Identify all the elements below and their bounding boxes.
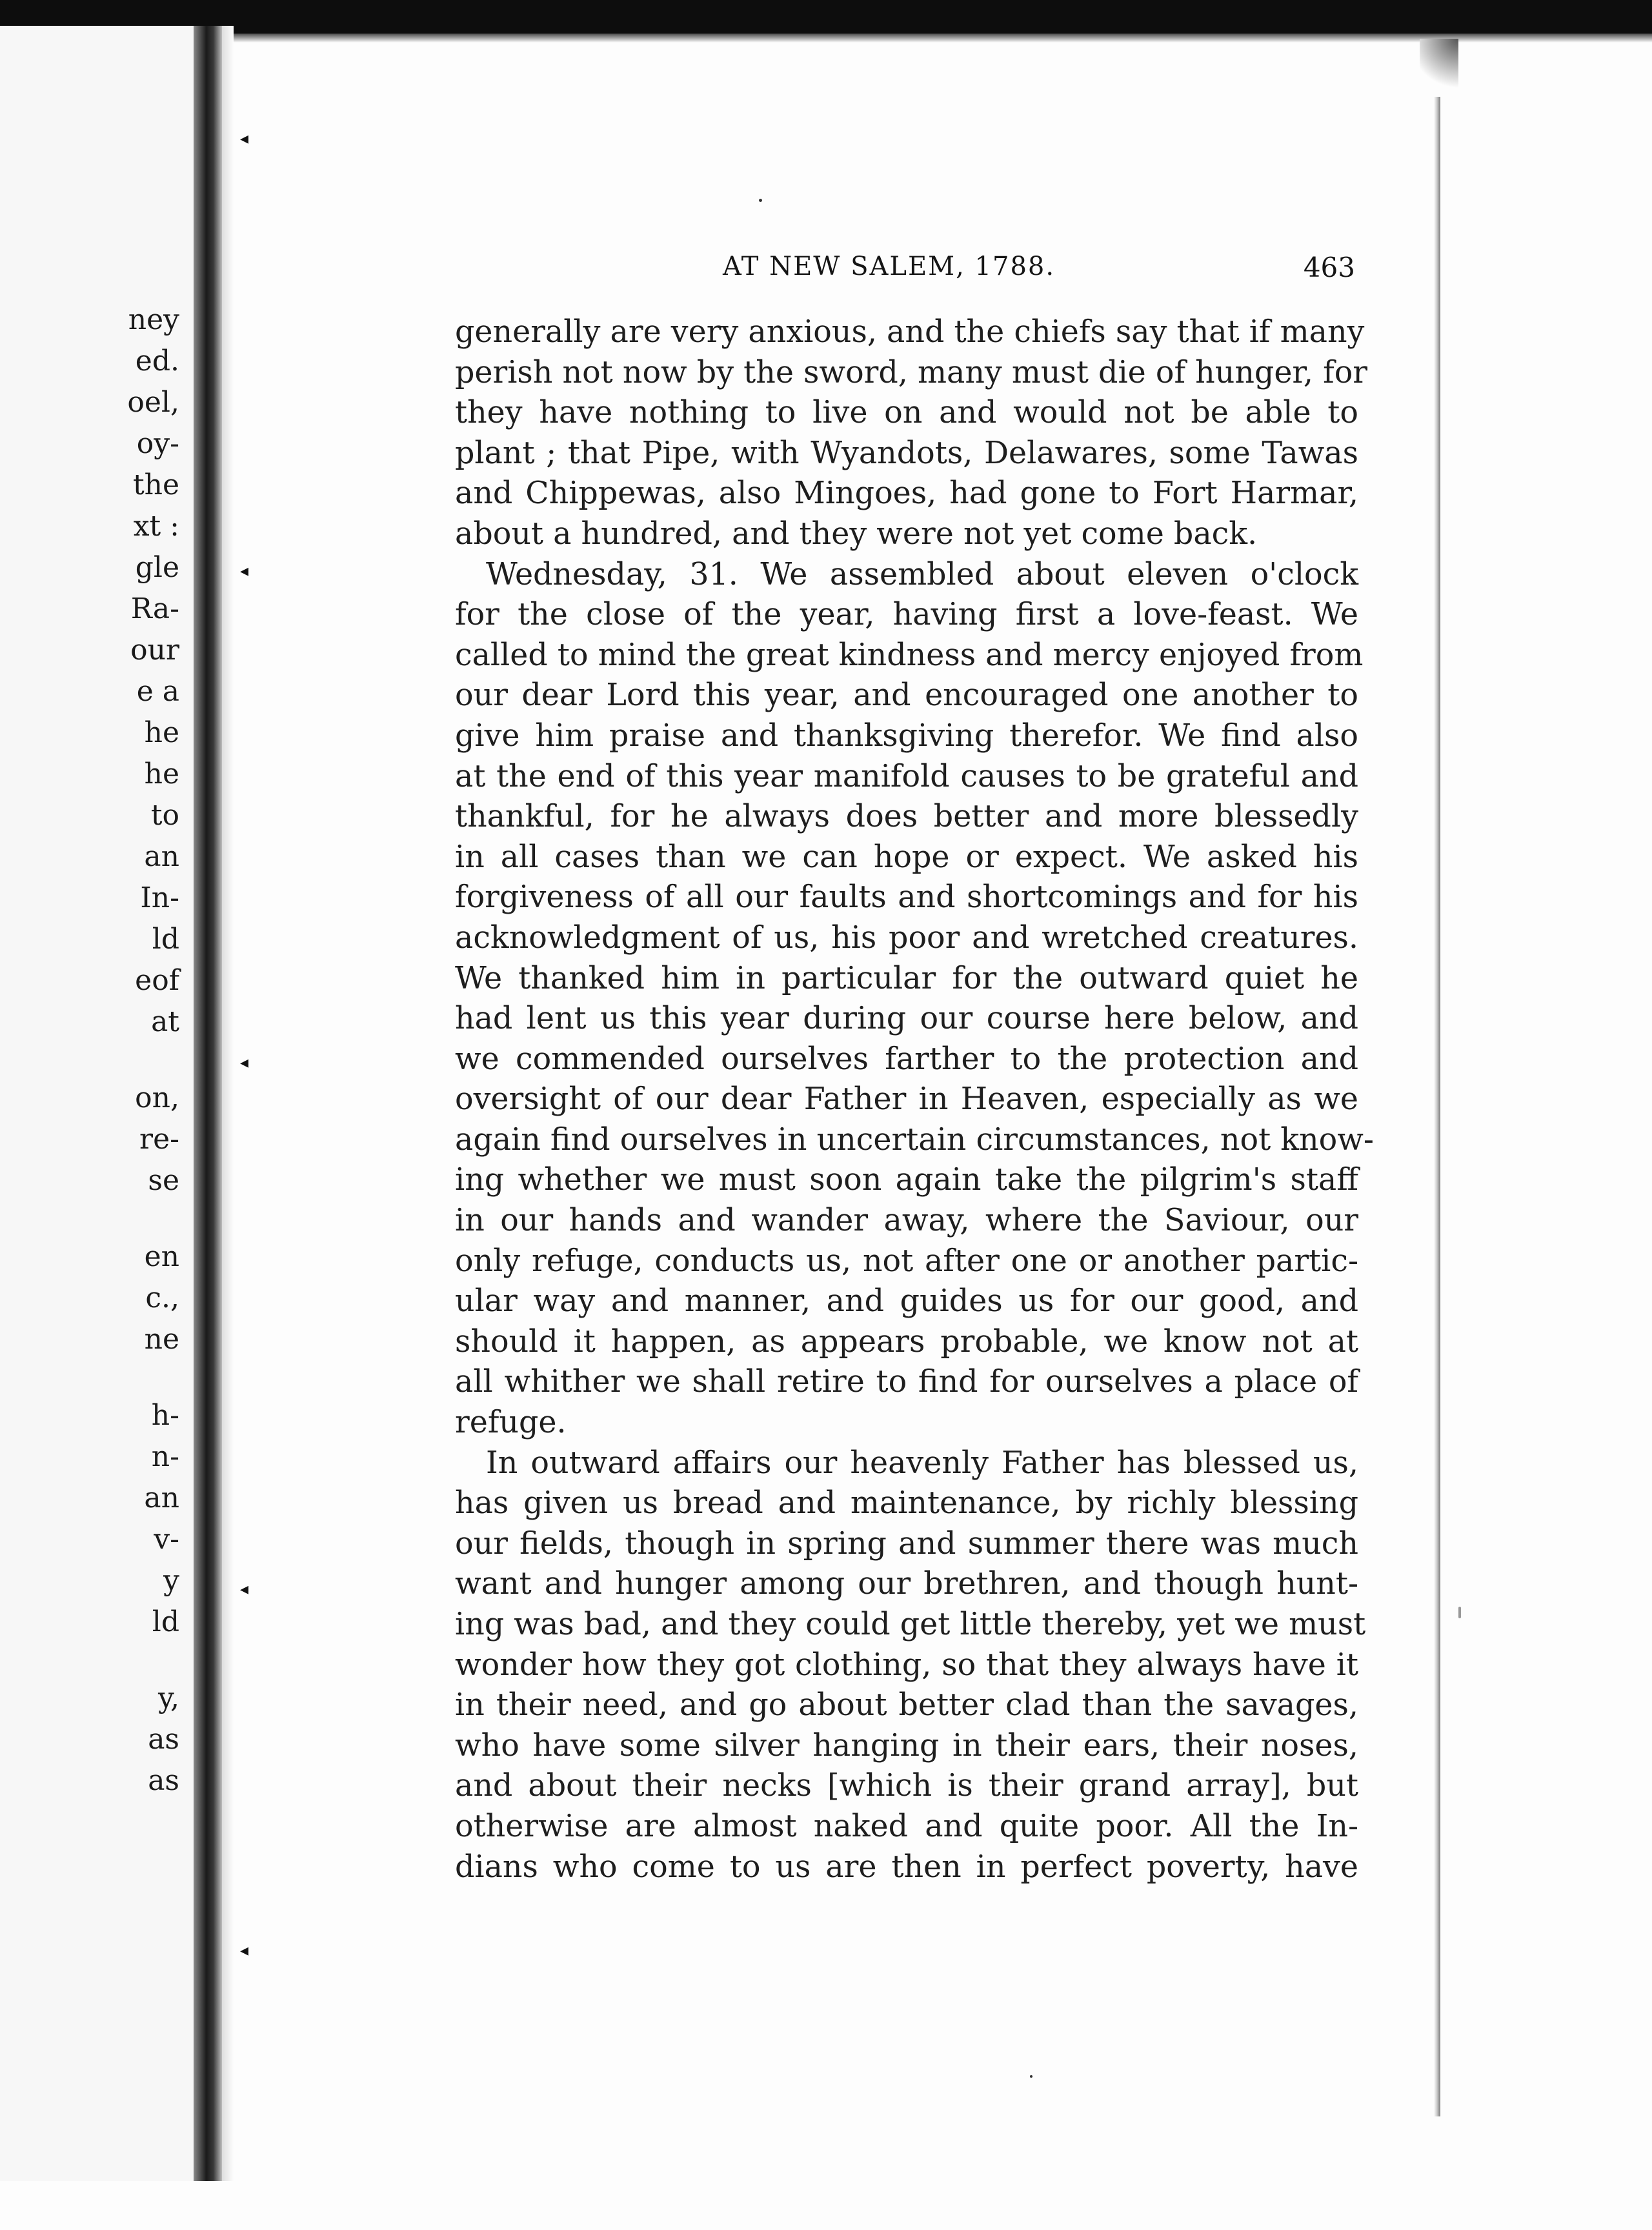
page-right-edge	[1434, 45, 1440, 2116]
fragment: ld	[152, 1605, 179, 1638]
text-line: our fields, though in spring and summer there was much	[455, 1525, 1358, 1562]
scan-speck	[759, 199, 762, 202]
fragment: he	[144, 758, 179, 790]
fragment: c.,	[145, 1281, 179, 1314]
scan-top-border	[0, 0, 1652, 34]
fragment: se	[148, 1164, 179, 1197]
fragment: oel,	[127, 386, 179, 419]
fragment: he	[144, 716, 179, 749]
margin-mark: ◂	[240, 561, 249, 581]
fragment: gle	[135, 551, 179, 584]
text-line: generally are very anxious, and the chiefs say that if many	[455, 314, 1365, 350]
text-line: oversight of our dear Father in Heaven, especially as we	[455, 1081, 1358, 1118]
running-header	[465, 252, 1355, 297]
fragment: the	[132, 468, 179, 501]
text-line: acknowledgment of us, his poor and wretched creatures.	[455, 919, 1358, 956]
text-line: has given us bread and maintenance, by richly blessing	[455, 1485, 1358, 1522]
text-line: wonder how they got clothing, so that they always have it	[455, 1647, 1358, 1683]
fragment: ne	[144, 1323, 179, 1356]
fragment: as	[148, 1764, 179, 1797]
text-line: and about their necks [which is their grand array], but	[455, 1768, 1358, 1804]
fragment: ld	[152, 923, 179, 956]
fragment: y,	[158, 1682, 179, 1714]
page-edge	[222, 26, 234, 2181]
scan-speck	[1030, 2075, 1032, 2078]
text-line: again find ourselves in uncertain circumstances, not know-	[455, 1121, 1374, 1158]
text-line: about a hundred, and they were not yet come back.	[455, 516, 1258, 552]
margin-mark: ◂	[240, 1053, 249, 1072]
fragment: v-	[154, 1523, 179, 1556]
text-line: only refuge, conducts us, not after one or another partic-	[455, 1243, 1358, 1279]
fragment: Ra-	[130, 592, 179, 625]
body-text	[455, 312, 1374, 1887]
text-line: In outward affairs our heavenly Father has blessed us,	[486, 1445, 1358, 1481]
text-line: ing was bad, and they could get little thereby, yet we must	[455, 1607, 1366, 1642]
text-line: in their need, and go about better clad than the savages,	[455, 1687, 1358, 1723]
fragment: ed.	[135, 345, 179, 377]
fragment: en	[144, 1240, 179, 1273]
text-line: they have nothing to live on and would not be able to	[455, 395, 1358, 431]
text-line: want and hunger among our brethren, and though hunt-	[455, 1566, 1358, 1602]
fragment: on,	[135, 1081, 179, 1114]
scan-speck	[1458, 1607, 1461, 1618]
text-line: thankful, for he always does better and more blessedly	[455, 799, 1358, 835]
text-line: dians who come to us are then in perfect poverty, have	[455, 1849, 1358, 1885]
fragment: to	[150, 799, 179, 832]
text-line: had lent us this year during our course here below, and	[455, 1001, 1358, 1037]
fragment: In-	[140, 881, 179, 914]
text-line: in our hands and wander away, where the Saviour, our	[455, 1203, 1358, 1239]
text-line: give him praise and thanksgiving therefor. We find also	[455, 718, 1358, 754]
fragment: re-	[139, 1123, 179, 1156]
text-line: our dear Lord this year, and encouraged one another to	[455, 678, 1358, 714]
fragment: h-	[151, 1399, 179, 1432]
text-line: forgiveness of all our faults and shortcomings and for his	[455, 879, 1358, 916]
text-line: for the close of the year, having first a love-feast. We	[455, 597, 1358, 633]
margin-mark: ◂	[240, 1941, 249, 1960]
text-line: We thanked him in particular for the outward quiet he	[455, 960, 1358, 996]
fragment: our	[130, 634, 179, 667]
text-line: and Chippewas, also Mingoes, had gone to Fort Harmar,	[455, 476, 1358, 512]
text-line: ing whether we must soon again take the pilgrim's staff	[455, 1162, 1358, 1198]
scan-top-shadow	[0, 34, 1652, 43]
fragment: oy-	[136, 427, 179, 460]
running-head-title: AT NEW SALEM, 1788.	[723, 252, 1056, 281]
text-line: perish not now by the sword, many must die of hunger, for	[455, 354, 1368, 390]
text-line: refuge.	[455, 1405, 567, 1441]
text-line: in all cases than we can hope or expect. We asked his	[455, 839, 1358, 875]
fragment: e a	[136, 675, 179, 708]
page-number: 463	[1303, 252, 1355, 283]
fragment: at	[151, 1005, 179, 1038]
text-line: Wednesday, 31. We assembled about eleven o'clock	[486, 556, 1358, 592]
book-gutter	[194, 26, 222, 2181]
margin-mark: ◂	[240, 129, 249, 148]
text-line: should it happen, as appears probable, we know not at	[455, 1323, 1358, 1360]
fragment: an	[144, 1482, 179, 1514]
text-line: we commended ourselves farther to the protection and	[455, 1041, 1358, 1077]
text-line: plant ; that Pipe, with Wyandots, Delawares, some Tawas	[455, 435, 1358, 471]
text-line: who have some silver hanging in their ears, their noses,	[455, 1727, 1358, 1763]
fragment: n-	[151, 1440, 179, 1473]
text-line: called to mind the great kindness and mercy enjoyed from	[455, 637, 1364, 673]
text-line: all whither we shall retire to find for ourselves a place of	[455, 1364, 1358, 1400]
fragment: as	[148, 1723, 179, 1756]
text-line: at the end of this year manifold causes to be grateful and	[455, 758, 1358, 794]
fragment: eof	[135, 964, 179, 997]
text-line: otherwise are almost naked and quite poor. All the In-	[455, 1808, 1358, 1844]
margin-mark: ◂	[240, 1580, 249, 1599]
fragment: y	[163, 1564, 179, 1597]
fragment: xt :	[133, 510, 179, 543]
fragment: an	[144, 840, 179, 873]
fragment: ney	[128, 303, 179, 336]
text-line: ular way and manner, and guides us for our good, and	[455, 1283, 1358, 1320]
corner-shadow	[1420, 39, 1458, 97]
